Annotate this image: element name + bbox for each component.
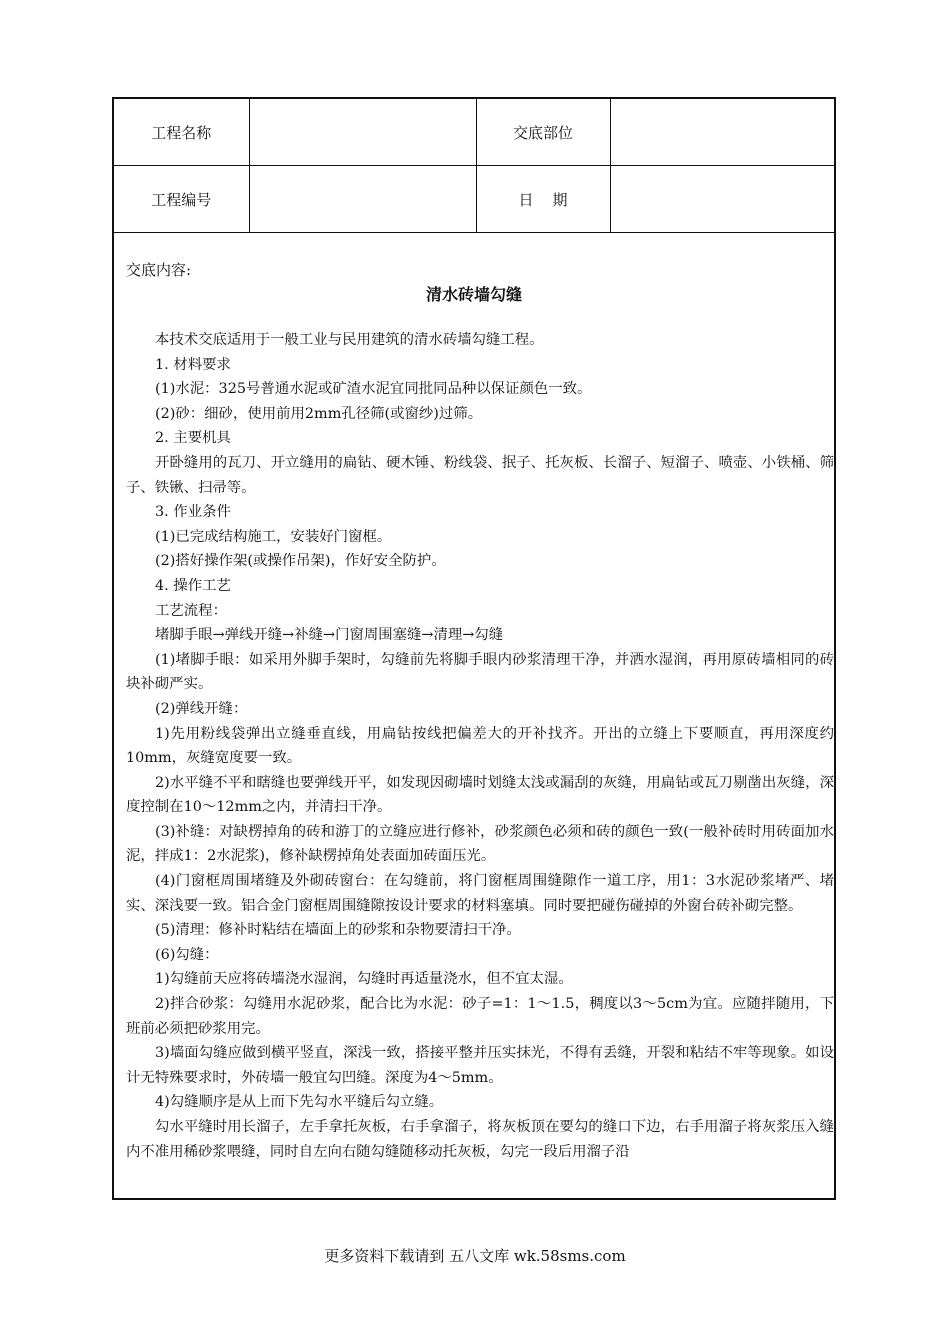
paragraph: 1)先用粉线袋弹出立缝垂直线，用扁钻按线把偏差大的开补找齐。开出的立缝上下要顺直，再用深度约10mm，灰缝宽度要一致。	[126, 725, 834, 767]
document-title: 清水砖墙勾缝	[425, 285, 522, 304]
paragraph: 2)水平缝不平和瞎缝也要弹线开平，如发现因砌墙时划缝太浅或漏刮的灰缝，用扁钻或瓦刀剔凿出灰缝，深度控制在10～12mm之内，并清扫干净。	[126, 774, 834, 816]
paragraph: 3)墙面勾缝应做到横平竖直，深浅一致，搭接平整并压实抹光，不得有丢缝，开裂和粘结不牢等现象。如设计无特殊要求时，外砖墙一般宜勾凹缝。深度为4～5mm。	[126, 1045, 834, 1086]
paragraph: (4)门窗框周围堵缝及外砌砖窗台：在勾缝前，将门窗框周围缝隙作一道工序，用1：3水泥砂浆堵严、堵实、深浅要一致。铝合金门窗框周围缝隙按设计要求的材料塞填。同时要把碰伤碰掉的外窗台砖补砌完整。	[126, 873, 834, 914]
paragraph: 2)拌合砂浆：勾缝用水泥砂浆，配合比为水泥：砂子=1：1～1.5，稠度以3～5cm为宜。应随拌随用，下班前必须把砂浆用完。	[126, 996, 834, 1037]
paragraph: 本技术交底适用于一般工业与民用建筑的清水砖墙勾缝工程。	[155, 332, 544, 348]
project-name-value	[249, 99, 476, 166]
paragraph: 2. 主要机具	[155, 430, 231, 447]
paragraph: (1)水泥：325号普通水泥或矿渣水泥宜同批同品种以保证颜色一致。	[155, 381, 592, 398]
paragraph: 4. 操作工艺	[155, 577, 231, 594]
header-table	[114, 99, 834, 233]
header-row-1	[114, 99, 834, 166]
paragraph: 4)勾缝顺序是从上而下先勾水平缝后勾立缝。	[155, 1094, 444, 1111]
disclosure-form	[112, 97, 836, 1200]
paragraph: (5)清理：修补时粘结在墙面上的砂浆和杂物要清扫干净。	[155, 922, 521, 939]
paragraph: 开卧缝用的瓦刀、开立缝用的扁钻、硬木锤、粉线袋、抿子、托灰板、长溜子、短溜子、喷壶、小铁桶、筛子、铁锹、扫帚等。	[126, 454, 834, 496]
location-label: 交底部位	[476, 99, 610, 166]
footer-download-note: 更多资料下载请到 五八文库 wk.58sms.com	[324, 1247, 626, 1265]
location-value	[610, 99, 834, 166]
paragraph: (3)补缝：对缺楞掉角的砖和游丁的立缝应进行修补，砂浆颜色必须和砖的颜色一致(一般补砖时用砖面加水泥，拌成1：2水泥浆)，修补缺楞掉角处表面加砖面压光。	[126, 823, 834, 865]
paragraph: 1)勾缝前天应将砖墙浇水湿润，勾缝时再适量浇水，但不宜太湿。	[155, 971, 573, 988]
content-label: 交底内容:	[126, 261, 192, 279]
date-label: 日 期	[476, 166, 610, 233]
content-body	[126, 328, 834, 1164]
paragraph: 1. 材料要求	[155, 356, 231, 373]
paragraph: (1)堵脚手眼：如采用外脚手架时，勾缝前先将脚手眼内砂浆清理干净，并洒水湿润，再用原砖墙相同的砖块补砌严实。	[126, 651, 834, 693]
project-name-label: 工程名称	[114, 99, 249, 166]
paragraph: 工艺流程：	[155, 602, 227, 619]
paragraph: 堵脚手眼→弹线开缝→补缝→门窗周围塞缝→清理→勾缝	[155, 627, 504, 644]
header-row-2	[114, 166, 834, 233]
paragraph: 3. 作业条件	[155, 504, 231, 521]
paragraph: 勾水平缝时用长溜子，左手拿托灰板，右手拿溜子，将灰板顶在要勾的缝口下边，右手用溜子将灰浆压入缝内不准用稀砂浆喂缝，同时自左向右随勾缝随移动托灰板，勾完一段后用溜子沿	[126, 1119, 834, 1160]
date-value	[610, 166, 834, 233]
content-section	[114, 237, 834, 1200]
paragraph: (1)已完成结构施工，安装好门窗框。	[155, 528, 392, 545]
project-no-value	[249, 166, 476, 233]
paragraph: (2)砂：细砂，使用前用2mm孔径筛(或窗纱)过筛。	[155, 405, 483, 422]
paragraph: (2)弹线开缝：	[155, 700, 248, 717]
paragraph: (2)搭好操作架(或操作吊架)，作好安全防护。	[155, 553, 446, 570]
project-no-label: 工程编号	[114, 166, 249, 233]
paragraph: (6)勾缝：	[155, 946, 219, 963]
